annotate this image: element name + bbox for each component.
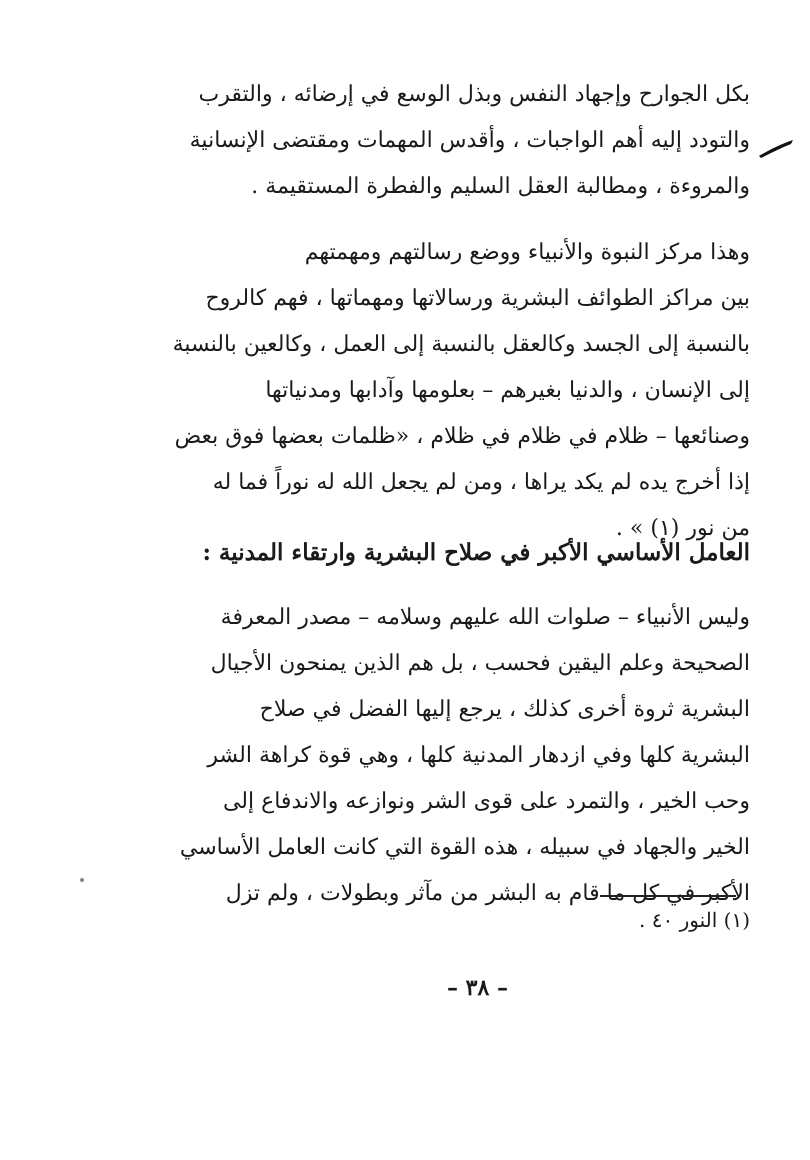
text-line: إذا أخرج يده لم يكد يراها ، ومن لم يجعل الله له نوراً فما له: [212, 470, 750, 495]
text-line: والتودد إليه أهم الواجبات ، وأقدس المهمات ومقتضى الإنسانية: [189, 128, 750, 153]
paragraph-1: [100, 72, 750, 210]
paragraph-3: [100, 595, 750, 917]
page-number: – ٣٨ –: [447, 975, 508, 1001]
text-line: البشرية كلها وفي ازدهار المدنية كلها ، وهي قوة كراهة الشر: [207, 743, 750, 768]
text-line: وصنائعها – ظلام في ظلام في ظلام ، «ظلمات بعضها فوق بعض: [174, 424, 750, 449]
text-line: الأكبر في كل ما قام به البشر من مآثر وبطولات ، ولم تزل: [225, 881, 750, 906]
text-line: بكل الجوارح وإجهاد النفس وبذل الوسع في إرضائه ، والتقرب: [198, 82, 750, 107]
footnote-divider: [600, 895, 736, 897]
pen-mark-icon: [757, 138, 795, 160]
text-line: إلى الإنسان ، والدنيا بغيرهم – بعلومها وآدابها ومدنياتها: [265, 378, 750, 403]
text-line: بين مراكز الطوائف البشرية ورسالاتها ومهماتها ، فهم كالروح: [205, 286, 750, 311]
section-heading: العامل الأساسي الأكبر في صلاح البشرية وارتقاء المدنية :: [202, 539, 750, 566]
text-line: من نور (١) » .: [615, 516, 750, 541]
text-line: وحب الخير ، والتمرد على قوى الشر ونوازعه والاندفاع إلى: [222, 789, 750, 814]
paragraph-2: [100, 230, 750, 552]
text-line: والمروءة ، ومطالبة العقل السليم والفطرة المستقيمة .: [251, 174, 750, 199]
text-line: البشرية ثروة أخرى كذلك ، يرجع إليها الفضل في صلاح: [259, 697, 750, 722]
scan-speck: [80, 878, 84, 882]
footnote: (١) النور ٤٠ .: [639, 908, 750, 932]
text-line: وليس الأنبياء – صلوات الله عليهم وسلامه – مصدر المعرفة: [220, 605, 750, 630]
text-line: الصحيحة وعلم اليقين فحسب ، بل هم الذين يمنحون الأجيال: [210, 651, 750, 676]
text-line: الخير والجهاد في سبيله ، هذه القوة التي كانت العامل الأساسي: [179, 835, 750, 860]
text-line: وهذا مركز النبوة والأنبياء ووضع رسالتهم ومهمتهم: [304, 240, 750, 265]
text-line: بالنسبة إلى الجسد وكالعقل بالنسبة إلى العمل ، وكالعين بالنسبة: [172, 332, 750, 357]
